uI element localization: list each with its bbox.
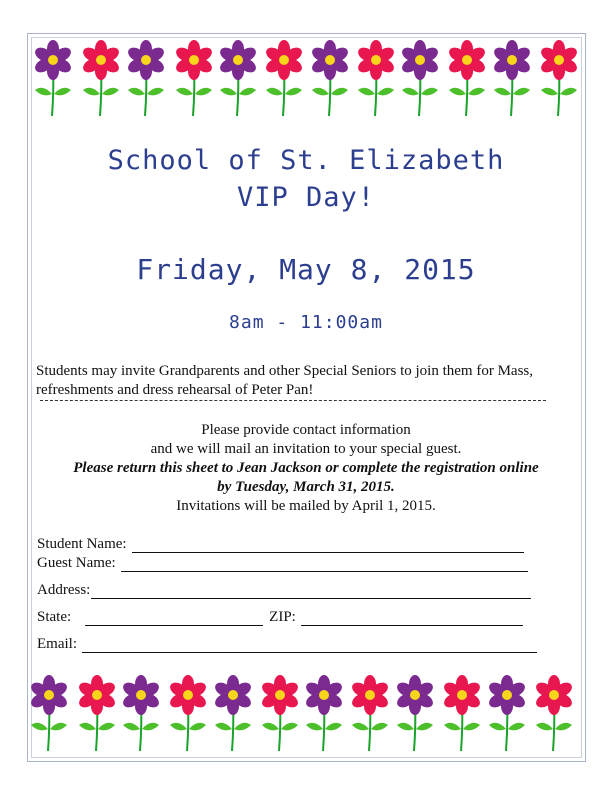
flower-border-bottom <box>0 675 612 755</box>
address-label: Address: <box>37 582 91 598</box>
student-name-label: Student Name: <box>37 536 127 552</box>
return-line-2: by Tuesday, March 31, 2015. <box>217 479 395 495</box>
contact-line-1: Please provide contact information <box>201 422 411 438</box>
red-flower-icon <box>442 675 482 753</box>
student-name-input[interactable] <box>132 538 524 553</box>
title-school: School of St. Elizabeth <box>107 145 505 176</box>
purple-flower-icon <box>218 40 258 118</box>
guest-name-input[interactable] <box>121 557 528 572</box>
red-flower-icon <box>350 675 390 753</box>
address-input[interactable] <box>91 584 531 599</box>
red-flower-icon <box>174 40 214 118</box>
event-date: Friday, May 8, 2015 <box>136 253 476 286</box>
purple-flower-icon <box>213 675 253 753</box>
purple-flower-icon <box>492 40 532 118</box>
red-flower-icon <box>81 40 121 118</box>
red-flower-icon <box>447 40 487 118</box>
contact-line-2: and we will mail an invitation to your special guest. <box>150 441 462 457</box>
purple-flower-icon <box>400 40 440 118</box>
flower-border-top <box>0 40 612 120</box>
guest-name-field[interactable] <box>37 555 528 572</box>
email-label: Email: <box>37 636 77 652</box>
email-field[interactable] <box>37 636 537 653</box>
student-name-field[interactable] <box>37 536 524 553</box>
mailed-line: Invitations will be mailed by April 1, 2015. <box>176 498 436 514</box>
zip-input[interactable] <box>301 611 523 626</box>
intro-text: Students may invite Grandparents and other Special Seniors to join them for Mass, refreshments and dress rehearsal of Peter Pan! <box>36 363 533 398</box>
red-flower-icon <box>539 40 579 118</box>
instructions <box>30 421 582 516</box>
red-flower-icon <box>77 675 117 753</box>
red-flower-icon <box>260 675 300 753</box>
purple-flower-icon <box>33 40 73 118</box>
return-line-1: Please return this sheet to Jean Jackson or complete the registration online <box>73 460 539 476</box>
red-flower-icon <box>264 40 304 118</box>
event-time: 8am - 11:00am <box>229 312 383 333</box>
red-flower-icon <box>168 675 208 753</box>
zip-label: ZIP: <box>269 609 296 625</box>
state-input[interactable] <box>85 611 263 626</box>
state-field[interactable] <box>37 609 523 626</box>
address-field[interactable] <box>37 582 531 599</box>
guest-name-label: Guest Name: <box>37 555 116 571</box>
purple-flower-icon <box>126 40 166 118</box>
purple-flower-icon <box>487 675 527 753</box>
red-flower-icon <box>534 675 574 753</box>
purple-flower-icon <box>310 40 350 118</box>
purple-flower-icon <box>395 675 435 753</box>
purple-flower-icon <box>304 675 344 753</box>
cut-line-divider <box>40 400 546 401</box>
purple-flower-icon <box>121 675 161 753</box>
purple-flower-icon <box>29 675 69 753</box>
red-flower-icon <box>356 40 396 118</box>
email-input[interactable] <box>82 638 537 653</box>
title-event: VIP Day! <box>236 182 376 213</box>
state-label: State: <box>37 609 72 625</box>
